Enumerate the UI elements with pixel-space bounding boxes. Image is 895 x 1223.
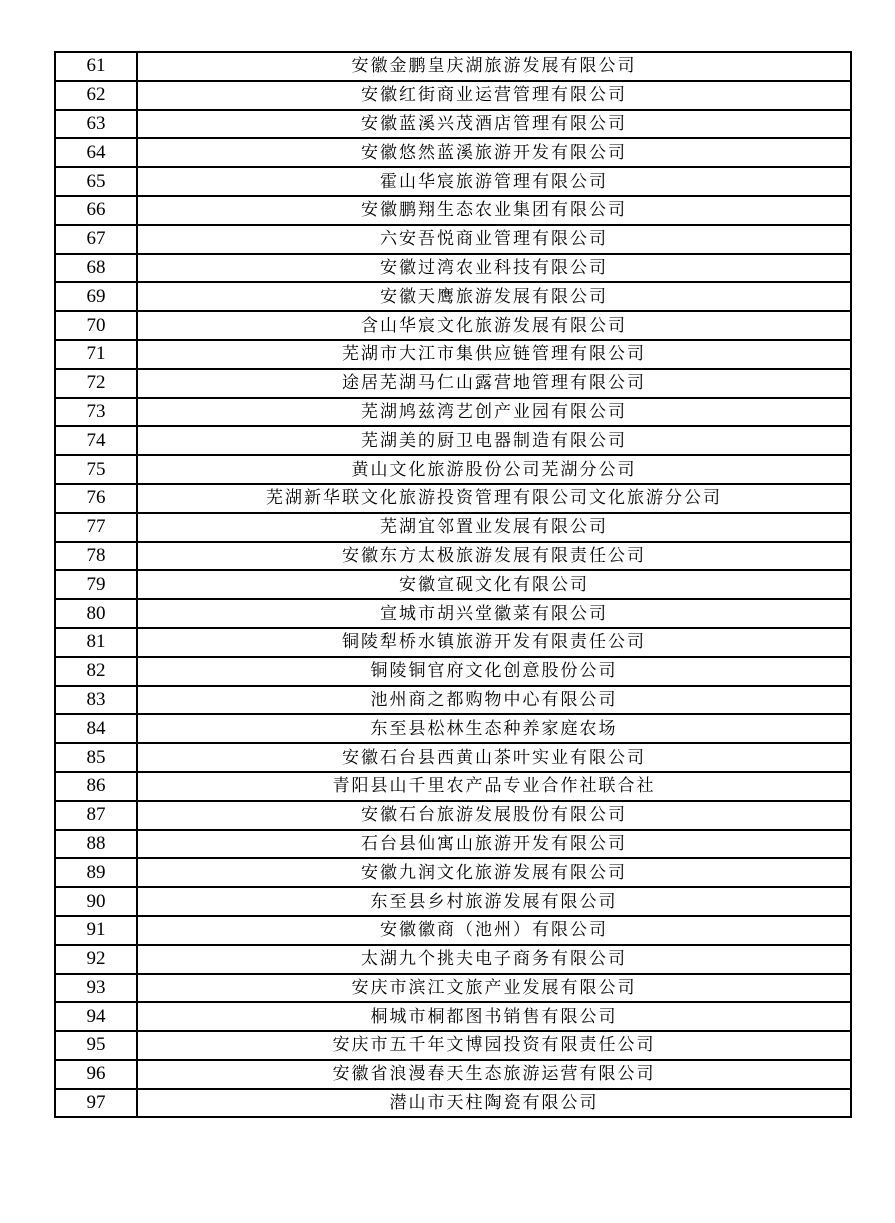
- table-row: [55, 138, 851, 167]
- row-number: 75: [55, 455, 137, 484]
- table-row: [55, 81, 851, 110]
- row-number: 76: [55, 484, 137, 513]
- table-row: [55, 455, 851, 484]
- row-number: 91: [55, 916, 137, 945]
- company-name: 安徽九润文化旅游发展有限公司: [137, 858, 851, 887]
- row-number: 72: [55, 369, 137, 398]
- row-number: 73: [55, 398, 137, 427]
- company-name: 安徽宣砚文化有限公司: [137, 570, 851, 599]
- row-number: 81: [55, 628, 137, 657]
- row-number: 84: [55, 714, 137, 743]
- company-name: 安徽过湾农业科技有限公司: [137, 254, 851, 283]
- row-number: 97: [55, 1089, 137, 1118]
- table-row: [55, 1031, 851, 1060]
- table-row: [55, 398, 851, 427]
- table-row: [55, 772, 851, 801]
- company-name: 石台县仙寓山旅游开发有限公司: [137, 830, 851, 859]
- table-row: [55, 1060, 851, 1089]
- company-name: 安徽石台县西黄山茶叶实业有限公司: [137, 743, 851, 772]
- company-name: 宣城市胡兴堂徽菜有限公司: [137, 599, 851, 628]
- table-row: [55, 484, 851, 513]
- row-number: 85: [55, 743, 137, 772]
- company-name: 黄山文化旅游股份公司芜湖分公司: [137, 455, 851, 484]
- row-number: 71: [55, 340, 137, 369]
- row-number: 61: [55, 52, 137, 81]
- company-name: 芜湖鸠兹湾艺创产业园有限公司: [137, 398, 851, 427]
- row-number: 87: [55, 801, 137, 830]
- row-number: 67: [55, 225, 137, 254]
- company-name: 霍山华宸旅游管理有限公司: [137, 167, 851, 196]
- company-name: 铜陵犁桥水镇旅游开发有限责任公司: [137, 628, 851, 657]
- table-row: [55, 196, 851, 225]
- company-name: 铜陵铜官府文化创意股份公司: [137, 657, 851, 686]
- table-body: [55, 52, 851, 1117]
- row-number: 74: [55, 426, 137, 455]
- table-row: [55, 52, 851, 81]
- company-name: 芜湖新华联文化旅游投资管理有限公司文化旅游分公司: [137, 484, 851, 513]
- company-name: 安徽东方太极旅游发展有限责任公司: [137, 542, 851, 571]
- table-row: [55, 110, 851, 139]
- company-name: 太湖九个挑夫电子商务有限公司: [137, 945, 851, 974]
- company-name: 芜湖宜邻置业发展有限公司: [137, 513, 851, 542]
- table-row: [55, 628, 851, 657]
- company-name: 安徽悠然蓝溪旅游开发有限公司: [137, 138, 851, 167]
- table-row: [55, 311, 851, 340]
- table-row: [55, 686, 851, 715]
- row-number: 95: [55, 1031, 137, 1060]
- company-name: 含山华宸文化旅游发展有限公司: [137, 311, 851, 340]
- company-name: 六安吾悦商业管理有限公司: [137, 225, 851, 254]
- row-number: 89: [55, 858, 137, 887]
- table-row: [55, 167, 851, 196]
- row-number: 63: [55, 110, 137, 139]
- row-number: 65: [55, 167, 137, 196]
- company-name: 东至县松林生态种养家庭农场: [137, 714, 851, 743]
- company-name: 芜湖美的厨卫电器制造有限公司: [137, 426, 851, 455]
- row-number: 80: [55, 599, 137, 628]
- table-row: [55, 254, 851, 283]
- row-number: 78: [55, 542, 137, 571]
- company-name: 安庆市五千年文博园投资有限责任公司: [137, 1031, 851, 1060]
- table-row: [55, 542, 851, 571]
- company-name: 桐城市桐都图书销售有限公司: [137, 1002, 851, 1031]
- table-row: [55, 858, 851, 887]
- row-number: 70: [55, 311, 137, 340]
- row-number: 94: [55, 1002, 137, 1031]
- company-name: 途居芜湖马仁山露营地管理有限公司: [137, 369, 851, 398]
- row-number: 82: [55, 657, 137, 686]
- company-name: 青阳县山千里农产品专业合作社联合社: [137, 772, 851, 801]
- table-row: [55, 916, 851, 945]
- row-number: 66: [55, 196, 137, 225]
- table-row: [55, 340, 851, 369]
- row-number: 62: [55, 81, 137, 110]
- table-row: [55, 714, 851, 743]
- table-row: [55, 657, 851, 686]
- table-row: [55, 282, 851, 311]
- company-name: 东至县乡村旅游发展有限公司: [137, 887, 851, 916]
- row-number: 88: [55, 830, 137, 859]
- row-number: 68: [55, 254, 137, 283]
- table-row: [55, 513, 851, 542]
- row-number: 77: [55, 513, 137, 542]
- company-name: 安徽省浪漫春天生态旅游运营有限公司: [137, 1060, 851, 1089]
- table-row: [55, 1089, 851, 1118]
- row-number: 69: [55, 282, 137, 311]
- company-name: 安徽鹏翔生态农业集团有限公司: [137, 196, 851, 225]
- company-list-table: [54, 51, 852, 1118]
- company-name: 安庆市滨江文旅产业发展有限公司: [137, 974, 851, 1003]
- table-row: [55, 225, 851, 254]
- table-row: [55, 1002, 851, 1031]
- row-number: 93: [55, 974, 137, 1003]
- company-name: 潜山市天柱陶瓷有限公司: [137, 1089, 851, 1118]
- company-name: 安徽红街商业运营管理有限公司: [137, 81, 851, 110]
- row-number: 90: [55, 887, 137, 916]
- table-row: [55, 599, 851, 628]
- table-row: [55, 887, 851, 916]
- company-name: 安徽金鹏皇庆湖旅游发展有限公司: [137, 52, 851, 81]
- company-name: 安徽石台旅游发展股份有限公司: [137, 801, 851, 830]
- table-row: [55, 974, 851, 1003]
- row-number: 83: [55, 686, 137, 715]
- table-row: [55, 945, 851, 974]
- company-name: 池州商之都购物中心有限公司: [137, 686, 851, 715]
- row-number: 64: [55, 138, 137, 167]
- table-row: [55, 830, 851, 859]
- table-row: [55, 570, 851, 599]
- company-name: 安徽天鹰旅游发展有限公司: [137, 282, 851, 311]
- table-row: [55, 801, 851, 830]
- table-row: [55, 743, 851, 772]
- row-number: 86: [55, 772, 137, 801]
- row-number: 92: [55, 945, 137, 974]
- table-row: [55, 369, 851, 398]
- table-row: [55, 426, 851, 455]
- company-name: 安徽蓝溪兴茂酒店管理有限公司: [137, 110, 851, 139]
- row-number: 79: [55, 570, 137, 599]
- row-number: 96: [55, 1060, 137, 1089]
- company-name: 芜湖市大江市集供应链管理有限公司: [137, 340, 851, 369]
- company-name: 安徽徽商（池州）有限公司: [137, 916, 851, 945]
